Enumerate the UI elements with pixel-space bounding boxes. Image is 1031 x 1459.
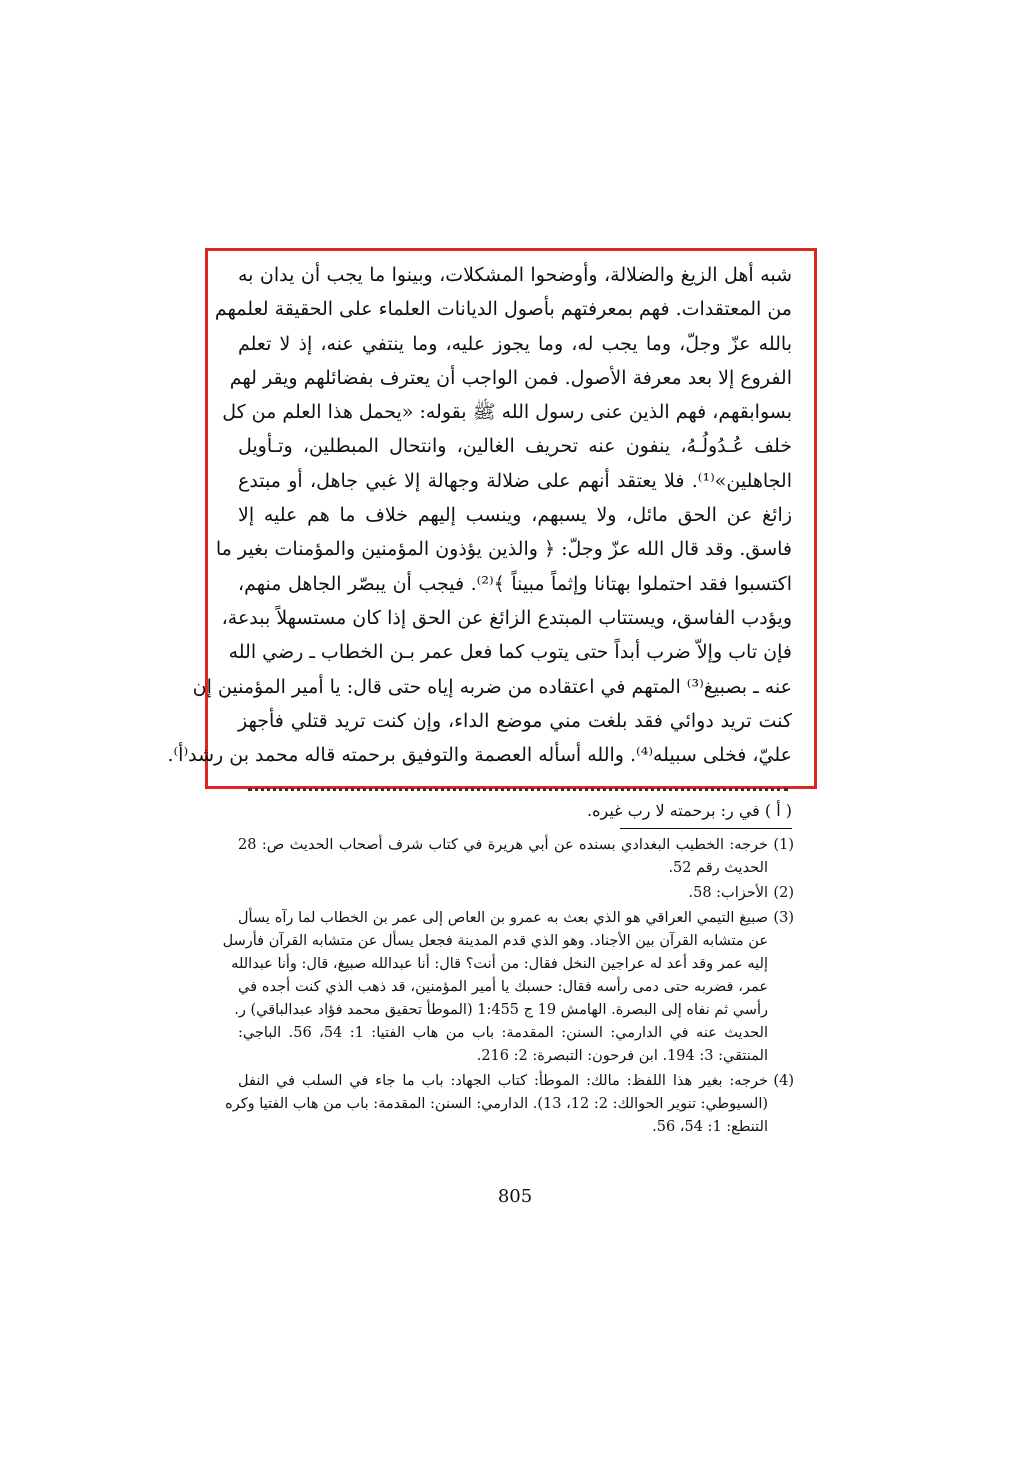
main-text-line: بالله عزّ وجلّ، وما يجب له، وما يجوز عليه، وما ينتفي عنه، إذ لا تعلم bbox=[238, 332, 792, 355]
footnote-line: الحديث عنه في الدارمي: السنن: المقدمة: باب من هاب الفتيا: 1: 54، 56. الباجي: bbox=[238, 1025, 768, 1041]
footnote-line: عمر، فضربه حتى دمى رأسه فقال: حسبك يا أمير المؤمنين، قد ذهب الذي كنت أجده في bbox=[238, 979, 768, 995]
footnote-3 bbox=[222, 907, 794, 1068]
footnote-line: المنتقي: 3: 194. ابن فرحون: التبصرة: 2: 216. bbox=[476, 1048, 768, 1064]
main-text-line: كنت تريد دوائي فقد بلغت مني موضع الداء، وإن كنت تريد قتلي فأجهز bbox=[238, 709, 792, 732]
main-text-line: فاسق. وقد قال الله عزّ وجلّ: ﴿ والذين يؤذون المؤمنين والمؤمنات بغير ما bbox=[215, 538, 792, 561]
dotted-divider bbox=[248, 788, 788, 791]
footnote-line: عن متشابه القرآن بين الأجناد. وهو الذي قدم المدينة فجعل يسأل عن متشابه القرآن فأرسل bbox=[222, 933, 768, 949]
footnote-line: رأسي ثم نفاه إلى البصرة. الهامش 19 ج 1:455 (الموطأ تحقيق محمد فؤاد عبدالباقي) ر. bbox=[234, 1002, 768, 1018]
footnote-body bbox=[238, 834, 768, 880]
main-text-line: عنه ـ بصبيغ⁽³⁾ المتهم في اعتقاده من ضربه إياه حتى قال: يا أمير المؤمنين إن bbox=[192, 675, 792, 698]
page-number: 805 bbox=[497, 1186, 533, 1207]
footnote-body bbox=[225, 1070, 768, 1139]
footnote-1 bbox=[238, 834, 794, 880]
footnote-body bbox=[238, 882, 768, 905]
footnote-2 bbox=[238, 882, 794, 905]
main-text-line: عليّ، فخلى سبيله⁽⁴⁾. والله أسأله العصمة والتوفيق برحمته قاله محمد بن رشد⁽أ⁾. bbox=[167, 744, 792, 767]
main-text-line: الجاهلين»⁽¹⁾. فلا يعتقد أنهم على ضلالة وجهالة إلا غبي جاهل، أو مبتدع bbox=[238, 469, 792, 492]
footnote-line: خرجه: بغير هذا اللفظ: مالك: الموطأ: كتاب الجهاد: باب ما جاء في السلب في النفل bbox=[238, 1073, 768, 1089]
footnote-rule bbox=[620, 828, 792, 829]
footnote-number: (3) bbox=[773, 910, 794, 926]
footnote-line: (السيوطي: تنوير الحوالك: 2: 12، 13). الدارمي: السنن: المقدمة: باب من هاب الفتيا وكره bbox=[225, 1096, 768, 1112]
footnote-line: الأحزاب: 58. bbox=[688, 885, 768, 901]
main-text-line: بسوابقهم، فهم الذين عنى رسول الله ﷺ بقوله: «يحمل هذا العلم من كل bbox=[222, 401, 792, 424]
main-text-line: اكتسبوا فقد احتملوا بهتانا وإثماً مبيناً ﴾⁽²⁾. فيجب أن يبصّر الجاهل منهم، bbox=[238, 572, 792, 595]
footnote-line: خرجه: الخطيب البغدادي بسنده عن أبي هريرة في كتاب شرف أصحاب الحديث ص: 28 bbox=[238, 837, 768, 853]
main-text-line: من المعتقدات. فهم بمعرفتهم بأصول الديانات العلماء على الحقيقة لعلمهم bbox=[214, 298, 792, 321]
footnote-number: (1) bbox=[773, 837, 794, 853]
footnote-line: إليه عمر وقد أعد له عراجين النخل فقال: من أنت؟ قال: أنا عبدالله صبيغ، قال: وأنا عبدالله bbox=[231, 956, 768, 972]
footnotes bbox=[222, 834, 794, 1141]
main-text bbox=[167, 258, 792, 772]
main-text-line: خلف عُـدُولُـهُ، ينفون عنه تحريف الغالين، وانتحال المبطلين، وتـأويل bbox=[238, 435, 792, 458]
footnote-4 bbox=[225, 1070, 794, 1139]
main-text-line: زائغ عن الحق مائل، ولا يسبهم، وينسب إليهم خلاف ما هم عليه إلا bbox=[238, 504, 792, 527]
editor-note: ( أ ) في ر: برحمته لا رب غيره. bbox=[587, 801, 792, 820]
main-text-line: الفروع إلا بعد معرفة الأصول. فمن الواجب أن يعترف بفضائلهم ويقر لهم bbox=[229, 366, 792, 389]
footnote-body bbox=[222, 907, 768, 1068]
main-text-line: شبه أهل الزيغ والضلالة، وأوضحوا المشكلات، وبينوا ما يجب أن يدان به bbox=[238, 264, 792, 286]
main-text-line: ويؤدب الفاسق، ويستتاب المبتدع الزائغ عن الحق إذا كان مستسهلاً ببدعة، bbox=[221, 606, 792, 629]
main-text-line: فإن تاب وإلاّ ضرب أبداً حتى يتوب كما فعل عمر بـن الخطاب ـ رضي الله bbox=[228, 641, 792, 664]
footnote-number: (2) bbox=[773, 885, 794, 901]
footnote-line: الحديث رقم 52. bbox=[668, 860, 768, 876]
footnote-number: (4) bbox=[773, 1073, 794, 1089]
footnote-line: صبيغ التيمي العراقي هو الذي بعث به عمرو بن العاص إلى عمر بن الخطاب لما رآه يسأل bbox=[238, 910, 768, 926]
footnote-line: التنطع: 1: 54، 56. bbox=[652, 1119, 768, 1135]
